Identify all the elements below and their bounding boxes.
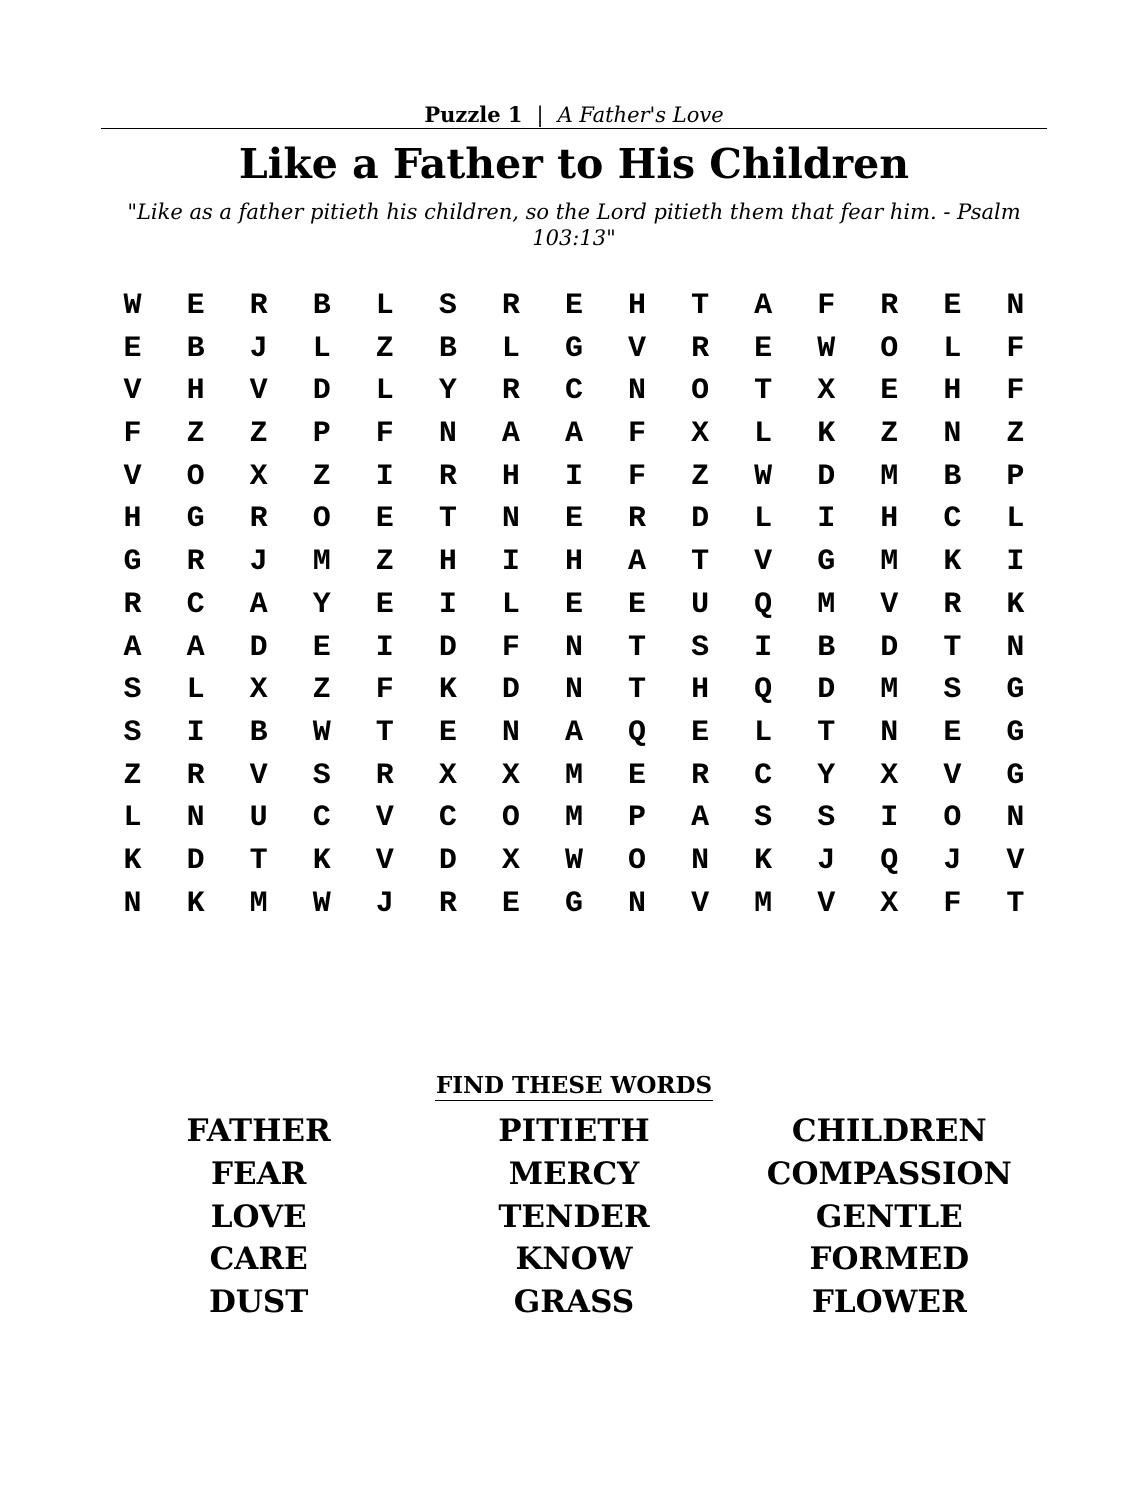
grid-letter: C: [754, 758, 773, 793]
word-list-item: FATHER: [186, 1113, 331, 1149]
grid-letter: P: [628, 801, 647, 836]
grid-letter: X: [249, 459, 268, 494]
grid-letter: V: [375, 843, 394, 878]
grid-letter: W: [312, 886, 331, 921]
grid-letter: L: [501, 331, 520, 366]
grid-letter: H: [564, 545, 583, 580]
grid-letter: K: [1006, 587, 1025, 622]
word-list-item: FEAR: [210, 1155, 307, 1192]
grid-letter: M: [564, 801, 583, 836]
grid-letter: Q: [754, 673, 773, 708]
grid-letter: W: [312, 715, 331, 750]
grid-letter: V: [628, 331, 647, 366]
grid-letter: E: [880, 374, 899, 409]
find-words-heading: [0, 1072, 1148, 1101]
grid-letter: F: [123, 417, 142, 452]
grid-letter: H: [628, 289, 647, 323]
grid-letter: V: [123, 459, 142, 494]
grid-letter: L: [754, 417, 773, 452]
grid-letter: M: [312, 545, 331, 580]
grid-letter: O: [943, 801, 962, 836]
grid-letter: I: [375, 630, 394, 665]
grid-letter: R: [249, 289, 268, 323]
grid-letter: Z: [312, 673, 331, 708]
grid-letter: P: [1006, 459, 1025, 494]
grid-letter: T: [249, 843, 268, 878]
grid-letter: W: [564, 843, 583, 878]
grid-letter: M: [880, 673, 899, 708]
grid-letter: B: [817, 630, 836, 665]
grid-row: [101, 369, 1047, 412]
grid-letter: Z: [691, 459, 710, 494]
grid-letter: D: [438, 630, 457, 665]
grid-letter: R: [249, 502, 268, 537]
grid-letter: N: [880, 715, 899, 750]
grid-letter: M: [817, 587, 836, 622]
grid-letter: D: [880, 630, 899, 665]
word-list-item: FLOWER: [811, 1284, 967, 1321]
grid-letter: N: [564, 630, 583, 665]
grid-letter: R: [691, 758, 710, 793]
grid-letter: N: [186, 801, 205, 836]
grid-letter: D: [249, 630, 268, 665]
grid-letter: V: [123, 374, 142, 409]
grid-letter: F: [817, 289, 836, 323]
word-list-item: DUST: [208, 1284, 309, 1321]
grid-letter: V: [817, 886, 836, 921]
grid-letter: K: [943, 545, 962, 580]
grid-row: [101, 668, 1047, 711]
grid-letter: S: [123, 673, 142, 708]
grid-letter: T: [375, 715, 394, 750]
grid-letter: K: [186, 886, 205, 921]
grid-letter: P: [312, 417, 331, 452]
grid-letter: S: [438, 289, 457, 323]
grid-letter: M: [564, 758, 583, 793]
grid-letter: D: [817, 673, 836, 708]
grid-row: [101, 754, 1047, 797]
grid-letter: M: [754, 886, 773, 921]
grid-letter: M: [880, 545, 899, 580]
grid-letter: I: [1006, 545, 1025, 580]
grid-letter: J: [375, 886, 394, 921]
grid-letter: L: [1006, 502, 1025, 537]
grid-letter: A: [249, 587, 268, 622]
grid-letter: B: [438, 331, 457, 366]
grid-letter: H: [186, 374, 205, 409]
grid-letter: Z: [123, 758, 142, 793]
grid-letter: J: [943, 843, 962, 878]
grid-letter: X: [249, 673, 268, 708]
grid-letter: O: [501, 801, 520, 836]
grid-letter: G: [186, 502, 205, 537]
grid-letter: X: [880, 886, 899, 921]
grid-letter: V: [249, 374, 268, 409]
grid-letter: K: [754, 843, 773, 878]
grid-letter: E: [375, 502, 394, 537]
grid-letter: S: [691, 630, 710, 665]
grid-letter: Q: [628, 715, 647, 750]
grid-letter: N: [438, 417, 457, 452]
grid-letter: Z: [1006, 417, 1025, 452]
grid-letter: M: [249, 886, 268, 921]
grid-row: [101, 796, 1047, 839]
grid-letter: R: [375, 758, 394, 793]
grid-letter: N: [943, 417, 962, 452]
grid-letter: N: [628, 374, 647, 409]
grid-letter: H: [943, 374, 962, 409]
grid-letter: F: [628, 459, 647, 494]
grid-row: [101, 284, 1047, 327]
grid-row: [101, 882, 1047, 925]
grid-letter: G: [564, 886, 583, 921]
grid-letter: V: [249, 758, 268, 793]
grid-letter: N: [123, 886, 142, 921]
grid-letter: R: [123, 587, 142, 622]
grid-letter: U: [249, 801, 268, 836]
grid-letter: I: [501, 545, 520, 580]
grid-letter: S: [817, 801, 836, 836]
grid-letter: N: [628, 886, 647, 921]
grid-letter: I: [564, 459, 583, 494]
grid-letter: I: [186, 715, 205, 750]
word-list-item: CHILDREN: [791, 1113, 987, 1149]
word-list-item: CARE: [209, 1241, 308, 1278]
grid-letter: E: [943, 289, 962, 323]
grid-letter: T: [438, 502, 457, 537]
grid-letter: E: [438, 715, 457, 750]
grid-letter: H: [880, 502, 899, 537]
grid-letter: E: [501, 886, 520, 921]
grid-letter: W: [817, 331, 836, 366]
grid-letter: L: [186, 673, 205, 708]
grid-letter: A: [186, 630, 205, 665]
grid-letter: R: [691, 331, 710, 366]
grid-letter: Q: [880, 843, 899, 878]
grid-letter: E: [123, 331, 142, 366]
grid-letter: E: [691, 715, 710, 750]
grid-letter: C: [438, 801, 457, 836]
grid-letter: F: [501, 630, 520, 665]
grid-letter: F: [628, 417, 647, 452]
word-list-item: MERCY: [508, 1155, 640, 1192]
grid-letter: N: [1006, 801, 1025, 836]
grid-letter: R: [438, 886, 457, 921]
puzzle-header: [0, 101, 1148, 129]
grid-row: [101, 327, 1047, 370]
grid-letter: K: [817, 417, 836, 452]
grid-letter: X: [501, 758, 520, 793]
puzzle-number: Puzzle 1: [424, 102, 523, 127]
grid-letter: Z: [312, 459, 331, 494]
grid-letter: H: [438, 545, 457, 580]
grid-letter: W: [123, 289, 142, 323]
grid-letter: N: [1006, 630, 1025, 665]
grid-letter: I: [817, 502, 836, 537]
grid-letter: E: [375, 587, 394, 622]
grid-letter: W: [754, 459, 773, 494]
grid-letter: A: [754, 289, 773, 323]
grid-letter: D: [817, 459, 836, 494]
grid-letter: S: [312, 758, 331, 793]
grid-letter: A: [691, 801, 710, 836]
grid-letter: L: [375, 289, 394, 323]
grid-letter: A: [564, 417, 583, 452]
grid-letter: R: [438, 459, 457, 494]
grid-letter: R: [628, 502, 647, 537]
word-list-item: TENDER: [498, 1198, 650, 1235]
grid-letter: F: [943, 886, 962, 921]
grid-letter: V: [880, 587, 899, 622]
grid-letter: I: [438, 587, 457, 622]
grid-letter: G: [817, 545, 836, 580]
grid-letter: R: [943, 587, 962, 622]
grid-letter: G: [123, 545, 142, 580]
grid-letter: T: [817, 715, 836, 750]
grid-row: [101, 711, 1047, 754]
grid-letter: R: [880, 289, 899, 323]
grid-letter: V: [691, 886, 710, 921]
grid-letter: T: [628, 630, 647, 665]
grid-letter: T: [943, 630, 962, 665]
grid-letter: B: [186, 331, 205, 366]
grid-letter: Y: [438, 374, 457, 409]
grid-letter: E: [564, 289, 583, 323]
header-divider: [101, 128, 1047, 129]
grid-letter: E: [628, 758, 647, 793]
word-list-item: FORMED: [809, 1241, 970, 1278]
word-list-item: LOVE: [210, 1198, 307, 1235]
grid-letter: N: [691, 843, 710, 878]
grid-letter: R: [501, 289, 520, 323]
grid-letter: V: [754, 545, 773, 580]
grid-letter: D: [438, 843, 457, 878]
grid-row: [101, 455, 1047, 498]
grid-letter: H: [123, 502, 142, 537]
grid-letter: R: [186, 545, 205, 580]
grid-letter: C: [312, 801, 331, 836]
grid-letter: X: [501, 843, 520, 878]
grid-letter: N: [501, 502, 520, 537]
grid-letter: Y: [312, 587, 331, 622]
word-list: [101, 1110, 1047, 1324]
grid-row: [101, 412, 1047, 455]
page-title: Like a Father to His Children: [238, 140, 910, 188]
grid-letter: L: [312, 331, 331, 366]
grid-letter: K: [312, 843, 331, 878]
grid-letter: I: [754, 630, 773, 665]
grid-row: [101, 583, 1047, 626]
grid-letter: G: [1006, 715, 1025, 750]
grid-letter: Y: [817, 758, 836, 793]
grid-letter: N: [501, 715, 520, 750]
grid-letter: S: [943, 673, 962, 708]
grid-letter: V: [375, 801, 394, 836]
grid-letter: E: [628, 587, 647, 622]
grid-letter: X: [817, 374, 836, 409]
grid-letter: L: [943, 331, 962, 366]
grid-letter: J: [249, 545, 268, 580]
grid-letter: D: [691, 502, 710, 537]
grid-letter: D: [312, 374, 331, 409]
grid-letter: X: [880, 758, 899, 793]
grid-letter: K: [123, 843, 142, 878]
grid-letter: G: [1006, 758, 1025, 793]
grid-letter: O: [628, 843, 647, 878]
grid-letter: L: [501, 587, 520, 622]
puzzle-subtitle: A Father's Love: [557, 103, 724, 127]
scripture-verse: "Like as a father pitieth his children, so the Lord pitieth them that fear him. - Psalm 103:13": [127, 200, 1021, 250]
grid-letter: S: [754, 801, 773, 836]
grid-letter: E: [754, 331, 773, 366]
grid-row: [101, 497, 1047, 540]
grid-letter: B: [312, 289, 331, 323]
grid-letter: I: [880, 801, 899, 836]
grid-letter: M: [880, 459, 899, 494]
grid-letter: R: [186, 758, 205, 793]
grid-row: [101, 540, 1047, 583]
word-list-item: GRASS: [513, 1284, 635, 1321]
grid-letter: D: [186, 843, 205, 878]
grid-letter: T: [628, 673, 647, 708]
grid-letter: H: [691, 673, 710, 708]
grid-letter: Z: [186, 417, 205, 452]
grid-letter: C: [943, 502, 962, 537]
grid-letter: O: [880, 331, 899, 366]
grid-letter: X: [438, 758, 457, 793]
grid-letter: F: [375, 417, 394, 452]
grid-letter: T: [1006, 886, 1025, 921]
grid-letter: J: [817, 843, 836, 878]
grid-letter: F: [1006, 374, 1025, 409]
grid-letter: I: [375, 459, 394, 494]
grid-letter: V: [1006, 843, 1025, 878]
grid-letter: Z: [880, 417, 899, 452]
grid-letter: T: [754, 374, 773, 409]
grid-letter: Z: [375, 545, 394, 580]
grid-letter: L: [375, 374, 394, 409]
grid-letter: E: [943, 715, 962, 750]
grid-letter: V: [943, 758, 962, 793]
grid-letter: O: [312, 502, 331, 537]
grid-letter: F: [375, 673, 394, 708]
grid-letter: U: [691, 587, 710, 622]
grid-letter: J: [249, 331, 268, 366]
grid-letter: Q: [754, 587, 773, 622]
word-search-grid: [101, 284, 1047, 924]
grid-letter: B: [249, 715, 268, 750]
grid-letter: A: [628, 545, 647, 580]
word-list-item: PITIETH: [498, 1113, 650, 1149]
grid-row: [101, 839, 1047, 882]
grid-letter: T: [691, 545, 710, 580]
grid-letter: A: [123, 630, 142, 665]
grid-letter: S: [123, 715, 142, 750]
grid-letter: F: [1006, 331, 1025, 366]
grid-letter: N: [564, 673, 583, 708]
grid-letter: C: [564, 374, 583, 409]
grid-letter: R: [501, 374, 520, 409]
grid-row: [101, 626, 1047, 669]
grid-letter: X: [691, 417, 710, 452]
grid-letter: L: [123, 801, 142, 836]
grid-letter: T: [691, 289, 710, 323]
grid-letter: G: [564, 331, 583, 366]
grid-letter: L: [754, 715, 773, 750]
grid-letter: E: [312, 630, 331, 665]
grid-letter: E: [186, 289, 205, 323]
grid-letter: C: [186, 587, 205, 622]
header-separator: |: [536, 103, 544, 127]
grid-letter: D: [501, 673, 520, 708]
grid-letter: A: [501, 417, 520, 452]
grid-letter: L: [754, 502, 773, 537]
grid-letter: B: [943, 459, 962, 494]
grid-letter: Z: [375, 331, 394, 366]
grid-letter: E: [564, 502, 583, 537]
word-list-item: COMPASSION: [766, 1155, 1012, 1192]
grid-letter: A: [564, 715, 583, 750]
grid-letter: O: [186, 459, 205, 494]
find-words-heading-text: FIND THESE WORDS: [435, 1072, 713, 1099]
grid-letter: N: [1006, 289, 1025, 323]
word-list-item: KNOW: [515, 1241, 633, 1278]
word-list-item: GENTLE: [815, 1198, 963, 1235]
grid-letter: K: [438, 673, 457, 708]
grid-letter: O: [691, 374, 710, 409]
grid-letter: E: [564, 587, 583, 622]
grid-letter: Z: [249, 417, 268, 452]
grid-letter: G: [1006, 673, 1025, 708]
grid-letter: H: [501, 459, 520, 494]
